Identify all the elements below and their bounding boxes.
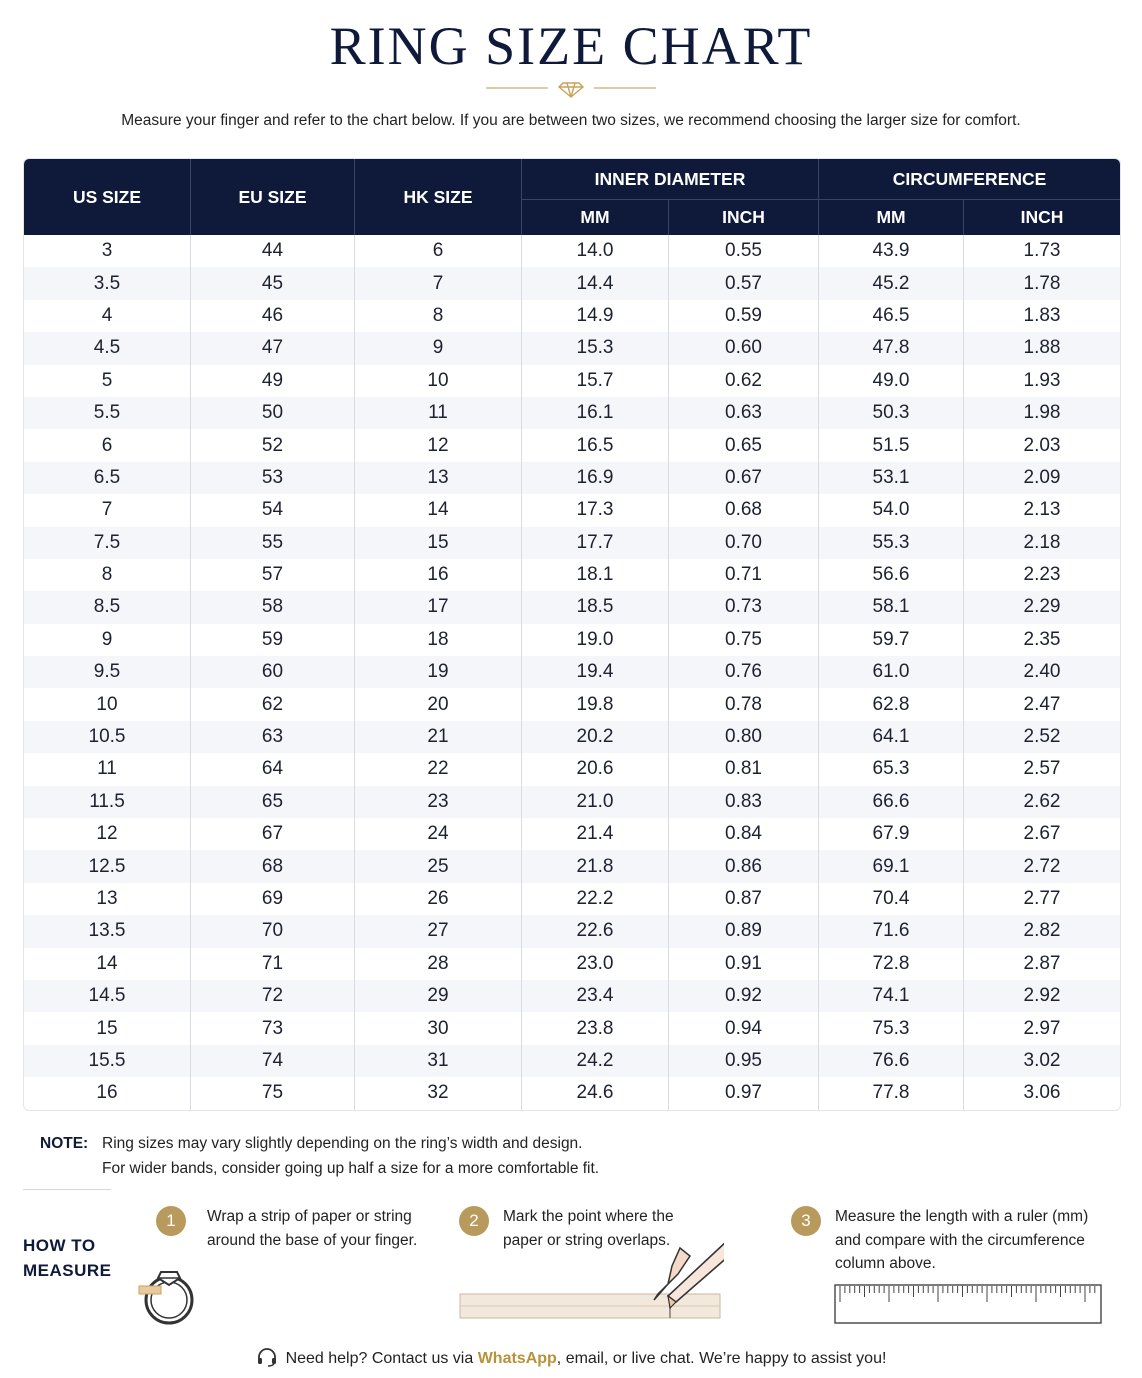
title-divider: [0, 78, 1142, 98]
cell-diameter-inch: 0.92: [669, 980, 819, 1012]
step-1-text: Wrap a strip of paper or string around the base of your finger.: [207, 1208, 418, 1249]
cell-circumference-mm: 66.6: [819, 786, 964, 818]
cell-us-size: 13.5: [24, 915, 191, 947]
cell-us-size: 7.5: [24, 527, 191, 559]
cell-diameter-mm: 15.7: [522, 365, 669, 397]
ring-size-table: [23, 158, 1121, 1111]
cell-us-size: 10: [24, 688, 191, 720]
cell-circumference-inch: 2.09: [964, 462, 1120, 494]
help-text-after: , email, or live chat. We’re happy to assist you!: [556, 1350, 887, 1367]
table-row: [24, 462, 1120, 494]
step-1-number: 1: [156, 1206, 186, 1236]
cell-diameter-inch: 0.68: [669, 494, 819, 526]
cell-circumference-mm: 75.3: [819, 1012, 964, 1044]
cell-circumference-inch: 2.52: [964, 721, 1120, 753]
cell-diameter-mm: 14.9: [522, 300, 669, 332]
cell-us-size: 6: [24, 429, 191, 461]
table-row: [24, 1045, 1120, 1077]
cell-circumference-inch: 2.23: [1023, 564, 1061, 586]
note-label: NOTE:: [40, 1135, 89, 1152]
cell-diameter-mm: 19.8: [522, 688, 669, 720]
ruler-icon: [834, 1284, 1104, 1326]
cell-eu-size: 64: [191, 753, 355, 785]
cell-circumference-inch: 1.73: [1023, 240, 1061, 262]
table-row: [24, 365, 1120, 397]
cell-eu-size: 62: [191, 688, 355, 720]
cell-diameter-inch: 0.55: [669, 235, 819, 267]
cell-diameter-mm: 20.2: [522, 721, 669, 753]
cell-us-size: 9: [24, 624, 191, 656]
cell-us-size: 8.5: [24, 591, 191, 623]
header-circumference: CIRCUMFERENCE: [819, 159, 1120, 199]
cell-circumference-inch: 2.82: [964, 915, 1120, 947]
cell-circumference-mm: 74.1: [819, 980, 964, 1012]
cell-eu-size: 53: [191, 462, 355, 494]
cell-eu-size: 75: [191, 1077, 355, 1109]
cell-diameter-inch: 0.81: [669, 753, 819, 785]
cell-circumference-mm: 51.5: [819, 429, 964, 461]
cell-diameter-mm: 20.6: [522, 753, 669, 785]
cell-diameter-inch: 0.67: [669, 462, 819, 494]
cell-diameter-mm: 14.4: [522, 267, 669, 299]
cell-circumference-inch: 1.88: [964, 332, 1120, 364]
cell-circumference-mm: 56.6: [819, 559, 964, 591]
diamond-icon: [559, 83, 583, 97]
table-row: [24, 624, 1120, 656]
cell-hk-size: 11: [355, 397, 522, 429]
table-row: [24, 559, 1120, 591]
cell-circumference-mm: 59.7: [819, 624, 964, 656]
table-body: [24, 235, 1120, 1110]
table-row: [24, 1077, 1120, 1109]
note-line-2: For wider bands, consider going up half a size for a more comfortable fit.: [102, 1160, 600, 1177]
how-to-measure-heading: [23, 1233, 112, 1283]
cell-hk-size: 28: [355, 948, 522, 980]
whatsapp-link[interactable]: WhatsApp: [477, 1350, 557, 1367]
cell-eu-size: 69: [191, 883, 355, 915]
header-hk-size: HK SIZE: [355, 159, 522, 235]
cell-diameter-inch: 0.70: [669, 527, 819, 559]
cell-circumference-inch: 2.87: [1023, 952, 1061, 974]
cell-eu-size: 74: [191, 1045, 355, 1077]
header-circumference-inch: INCH: [964, 199, 1120, 235]
cell-diameter-inch: 0.73: [669, 591, 819, 623]
cell-us-size: 6.5: [24, 462, 191, 494]
cell-us-size: 8: [24, 559, 191, 591]
cell-circumference-mm: 58.1: [819, 591, 964, 623]
cell-diameter-inch: 0.87: [669, 883, 819, 915]
cell-us-size: 5.5: [24, 397, 191, 429]
cell-eu-size: 50: [191, 397, 355, 429]
cell-eu-size: 49: [191, 365, 355, 397]
cell-hk-size: 18: [355, 624, 522, 656]
cell-diameter-mm: 18.5: [522, 591, 669, 623]
step-2-number: 2: [459, 1206, 489, 1236]
table-row: [24, 753, 1120, 785]
cell-circumference-mm: 64.1: [819, 721, 964, 753]
table-row: [24, 591, 1120, 623]
cell-eu-size: 57: [191, 559, 355, 591]
cell-diameter-mm: 16.1: [522, 397, 669, 429]
table-row: [24, 235, 1120, 267]
cell-hk-size: 15: [355, 527, 522, 559]
cell-hk-size: 19: [355, 656, 522, 688]
table-row: [24, 915, 1120, 947]
cell-diameter-mm: 22.2: [522, 883, 669, 915]
cell-circumference-mm: 46.5: [819, 300, 964, 332]
table-row: [24, 688, 1120, 720]
cell-diameter-mm: 19.4: [522, 656, 669, 688]
cell-eu-size: 73: [191, 1012, 355, 1044]
cell-diameter-inch: 0.71: [669, 559, 819, 591]
cell-hk-size: 23: [355, 786, 522, 818]
cell-circumference-inch: 2.97: [1023, 1017, 1061, 1039]
table-row: [24, 494, 1120, 526]
help-text-before: Need help? Contact us via: [285, 1350, 478, 1367]
cell-circumference-inch: 1.98: [964, 397, 1120, 429]
cell-eu-size: 44: [191, 235, 355, 267]
cell-hk-size: 25: [355, 850, 522, 882]
table-row: [24, 883, 1120, 915]
cell-diameter-inch: 0.59: [669, 300, 819, 332]
cell-hk-size: 14: [355, 494, 522, 526]
cell-circumference-inch: 1.78: [964, 267, 1120, 299]
cell-hk-size: 10: [355, 365, 522, 397]
cell-hk-size: 12: [355, 429, 522, 461]
cell-diameter-inch: 0.78: [669, 688, 819, 720]
cell-circumference-inch: 1.93: [1023, 369, 1061, 391]
cell-circumference-mm: 47.8: [819, 332, 964, 364]
cell-hk-size: 29: [355, 980, 522, 1012]
cell-eu-size: 52: [191, 429, 355, 461]
cell-hk-size: 9: [355, 332, 522, 364]
cell-hk-size: 6: [355, 235, 522, 267]
table-row: [24, 397, 1120, 429]
cell-circumference-inch: 2.47: [1023, 693, 1061, 715]
cell-us-size: 4: [24, 300, 191, 332]
cell-diameter-mm: 21.4: [522, 818, 669, 850]
cell-us-size: 16: [24, 1077, 191, 1109]
cell-diameter-inch: 0.84: [669, 818, 819, 850]
cell-diameter-inch: 0.76: [669, 656, 819, 688]
cell-diameter-inch: 0.57: [669, 267, 819, 299]
cell-eu-size: 58: [191, 591, 355, 623]
how-to-line-2: MEASURE: [23, 1261, 112, 1280]
cell-hk-size: 31: [355, 1045, 522, 1077]
cell-eu-size: 72: [191, 980, 355, 1012]
cell-diameter-mm: 19.0: [522, 624, 669, 656]
cell-circumference-inch: 2.92: [964, 980, 1120, 1012]
cell-us-size: 15.5: [24, 1045, 191, 1077]
cell-circumference-mm: 43.9: [819, 235, 964, 267]
how-to-line-1: HOW TO: [23, 1236, 96, 1255]
cell-hk-size: 21: [355, 721, 522, 753]
cell-circumference-inch: 3.06: [1023, 1082, 1061, 1104]
cell-hk-size: 8: [355, 300, 522, 332]
cell-diameter-inch: 0.83: [669, 786, 819, 818]
cell-diameter-inch: 0.89: [669, 915, 819, 947]
cell-diameter-inch: 0.62: [669, 365, 819, 397]
cell-diameter-mm: 17.3: [522, 494, 669, 526]
cell-diameter-mm: 23.8: [522, 1012, 669, 1044]
cell-diameter-inch: 0.65: [669, 429, 819, 461]
cell-hk-size: 13: [355, 462, 522, 494]
cell-circumference-mm: 45.2: [819, 267, 964, 299]
cell-us-size: 14.5: [24, 980, 191, 1012]
step-3-text: Measure the length with a ruler (mm) and compare with the circumference column above.: [835, 1208, 1089, 1272]
cell-circumference-mm: 61.0: [819, 656, 964, 688]
cell-us-size: 11.5: [24, 786, 191, 818]
header-us-size: US SIZE: [24, 159, 191, 235]
cell-eu-size: 65: [191, 786, 355, 818]
cell-circumference-mm: 67.9: [819, 818, 964, 850]
cell-diameter-mm: 16.9: [522, 462, 669, 494]
table-row: [24, 850, 1120, 882]
cell-circumference-mm: 50.3: [819, 397, 964, 429]
cell-eu-size: 54: [191, 494, 355, 526]
header-inner-diameter: INNER DIAMETER: [522, 159, 819, 199]
cell-circumference-mm: 53.1: [819, 462, 964, 494]
cell-eu-size: 47: [191, 332, 355, 364]
cell-us-size: 4.5: [24, 332, 191, 364]
cell-circumference-mm: 77.8: [819, 1077, 964, 1109]
step-2-text: Mark the point where the paper or string overlaps.: [503, 1208, 674, 1249]
cell-circumference-mm: 76.6: [819, 1045, 964, 1077]
cell-circumference-mm: 70.4: [819, 883, 964, 915]
cell-diameter-mm: 14.0: [522, 235, 669, 267]
ring-icon: [133, 1258, 201, 1328]
cell-eu-size: 68: [191, 850, 355, 882]
cell-eu-size: 59: [191, 624, 355, 656]
cell-circumference-inch: 2.62: [964, 786, 1120, 818]
table-row: [24, 656, 1120, 688]
table-row: [24, 721, 1120, 753]
cell-us-size: 3: [24, 235, 191, 267]
cell-circumference-inch: 2.57: [1023, 758, 1061, 780]
cell-hk-size: 30: [355, 1012, 522, 1044]
cell-diameter-inch: 0.95: [669, 1045, 819, 1077]
table-row: [24, 980, 1120, 1012]
cell-circumference-mm: 55.3: [819, 527, 964, 559]
table-row: [24, 818, 1120, 850]
cell-us-size: 12.5: [24, 850, 191, 882]
cell-diameter-mm: 24.6: [522, 1077, 669, 1109]
cell-diameter-mm: 23.0: [522, 948, 669, 980]
step-3-number: 3: [791, 1206, 821, 1236]
cell-circumference-mm: 62.8: [819, 688, 964, 720]
table-row: [24, 948, 1120, 980]
table-row: [24, 332, 1120, 364]
cell-diameter-inch: 0.63: [669, 397, 819, 429]
cell-diameter-mm: 18.1: [522, 559, 669, 591]
cell-diameter-inch: 0.94: [669, 1012, 819, 1044]
cell-eu-size: 55: [191, 527, 355, 559]
table-row: [24, 1012, 1120, 1044]
cell-hk-size: 16: [355, 559, 522, 591]
cell-diameter-inch: 0.80: [669, 721, 819, 753]
cell-diameter-inch: 0.86: [669, 850, 819, 882]
cell-circumference-inch: 1.83: [1023, 304, 1061, 326]
cell-circumference-inch: 2.67: [1023, 823, 1061, 845]
cell-hk-size: 32: [355, 1077, 522, 1109]
cell-hk-size: 20: [355, 688, 522, 720]
table-row: [24, 429, 1120, 461]
header-diameter-mm: MM: [522, 199, 669, 235]
table-row: [24, 786, 1120, 818]
cell-hk-size: 17: [355, 591, 522, 623]
cell-eu-size: 67: [191, 818, 355, 850]
cell-circumference-mm: 54.0: [819, 494, 964, 526]
cell-circumference-mm: 49.0: [819, 365, 964, 397]
section-divider: [23, 1189, 111, 1190]
cell-diameter-inch: 0.97: [669, 1077, 819, 1109]
cell-diameter-inch: 0.75: [669, 624, 819, 656]
cell-eu-size: 63: [191, 721, 355, 753]
cell-circumference-inch: 2.35: [1023, 628, 1061, 650]
cell-us-size: 14: [24, 948, 191, 980]
cell-us-size: 9.5: [24, 656, 191, 688]
cell-circumference-inch: 2.77: [1023, 888, 1061, 909]
cell-circumference-inch: 2.03: [1023, 434, 1061, 456]
cell-circumference-inch: 2.13: [1023, 499, 1061, 521]
cell-eu-size: 45: [191, 267, 355, 299]
cell-circumference-inch: 2.40: [964, 656, 1120, 688]
cell-diameter-mm: 22.6: [522, 915, 669, 947]
note-line-1: Ring sizes may vary slightly depending on the ring’s width and design.: [102, 1135, 583, 1152]
cell-us-size: 12: [24, 818, 191, 850]
cell-diameter-mm: 17.7: [522, 527, 669, 559]
page-title: RING SIZE CHART: [329, 16, 813, 76]
cell-eu-size: 70: [191, 915, 355, 947]
table-row: [24, 300, 1120, 332]
cell-circumference-mm: 65.3: [819, 753, 964, 785]
intro-text: Measure your finger and refer to the chart below. If you are between two sizes, we recommend choosing the larger size for comfort.: [121, 112, 1021, 129]
cell-eu-size: 46: [191, 300, 355, 332]
header-diameter-inch: INCH: [669, 199, 819, 235]
cell-diameter-mm: 16.5: [522, 429, 669, 461]
cell-circumference-inch: 3.02: [964, 1045, 1120, 1077]
cell-hk-size: 22: [355, 753, 522, 785]
help-line: [0, 1347, 1142, 1368]
cell-diameter-mm: 23.4: [522, 980, 669, 1012]
cell-us-size: 10.5: [24, 721, 191, 753]
header-eu-size: EU SIZE: [191, 159, 355, 235]
note: [40, 1131, 599, 1181]
cell-us-size: 7: [24, 494, 191, 526]
cell-diameter-mm: 21.8: [522, 850, 669, 882]
paper-mark-illustration: [458, 1236, 724, 1322]
cell-us-size: 3.5: [24, 267, 191, 299]
cell-circumference-inch: 2.18: [964, 527, 1120, 559]
cell-us-size: 11: [24, 753, 191, 785]
cell-diameter-mm: 24.2: [522, 1045, 669, 1077]
cell-hk-size: 27: [355, 915, 522, 947]
header-circumference-mm: MM: [819, 199, 964, 235]
cell-hk-size: 7: [355, 267, 522, 299]
cell-diameter-mm: 15.3: [522, 332, 669, 364]
cell-diameter-inch: 0.91: [669, 948, 819, 980]
table-row: [24, 527, 1120, 559]
cell-eu-size: 60: [191, 656, 355, 688]
cell-hk-size: 26: [355, 883, 522, 915]
table-row: [24, 267, 1120, 299]
cell-hk-size: 24: [355, 818, 522, 850]
cell-circumference-mm: 72.8: [819, 948, 964, 980]
cell-eu-size: 71: [191, 948, 355, 980]
cell-diameter-inch: 0.60: [669, 332, 819, 364]
cell-us-size: 13: [24, 883, 191, 915]
cell-circumference-mm: 69.1: [819, 850, 964, 882]
cell-circumference-inch: 2.29: [964, 591, 1120, 623]
cell-circumference-inch: 2.72: [964, 850, 1120, 882]
headset-icon: [256, 1347, 278, 1367]
cell-us-size: 15: [24, 1012, 191, 1044]
cell-circumference-mm: 71.6: [819, 915, 964, 947]
cell-us-size: 5: [24, 365, 191, 397]
cell-diameter-mm: 21.0: [522, 786, 669, 818]
